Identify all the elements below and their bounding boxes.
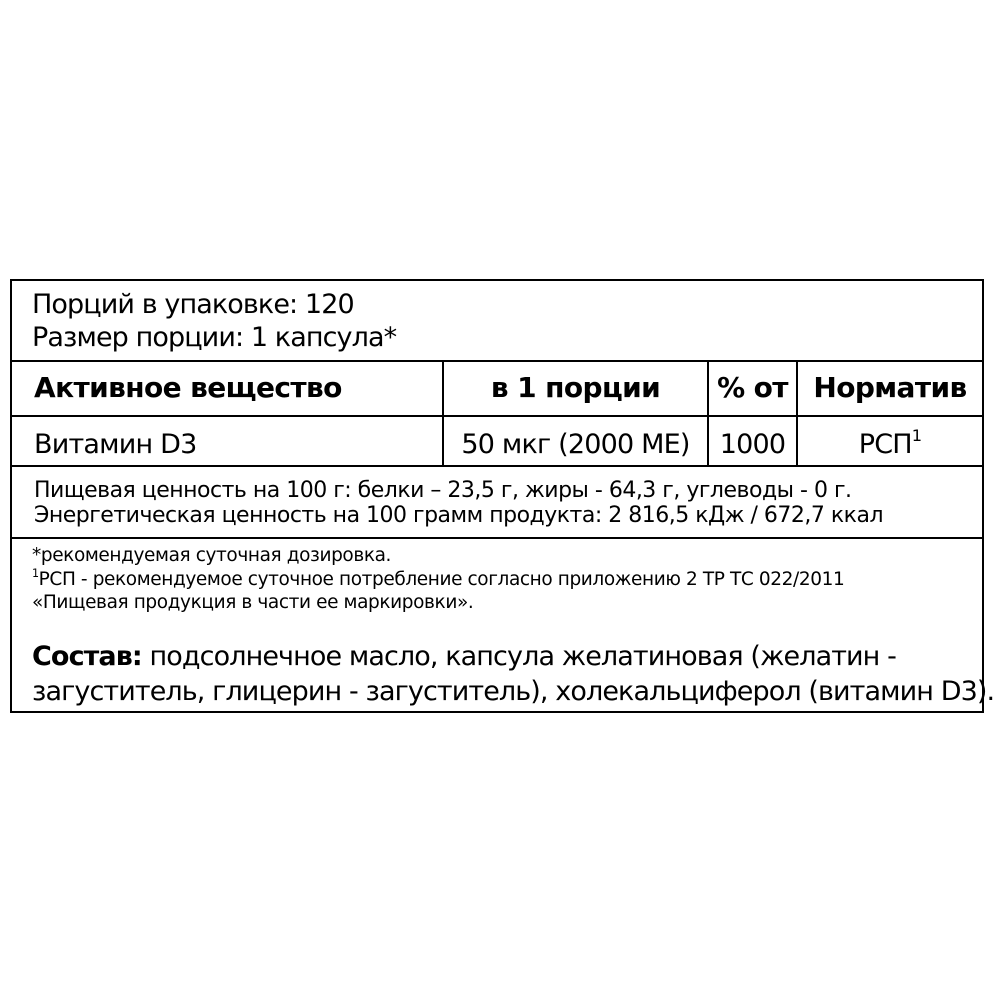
row-norm: РСП$^1$ bbox=[858, 426, 922, 460]
energy-value-line: Энергетическая ценность на 100 грамм продукта: 2 816,5 кДж / 672,7 ккал bbox=[34, 503, 884, 528]
composition-label: Состав: bbox=[32, 641, 142, 672]
portions-per-package: Порций в упаковке: 120 bbox=[32, 289, 354, 320]
header-percent: % от bbox=[717, 371, 788, 404]
header-per-serving: в 1 порции bbox=[490, 371, 661, 404]
serving-size: Размер порции: 1 капсула* bbox=[32, 322, 397, 353]
table-bottom-divider bbox=[12, 465, 982, 467]
nutrition-value-line: Пищевая ценность на 100 г: белки – 23,5 г, жиры - 64,3 г, углеводы - 0 г. bbox=[34, 478, 852, 503]
composition-line-2: загуститель, глицерин - загуститель), холекальциферол (витамин D3). bbox=[32, 676, 995, 707]
header-active-substance: Активное вещество bbox=[34, 371, 342, 404]
row-per-serving: 50 мкг (2000 МЕ) bbox=[461, 429, 690, 460]
supplement-facts-label bbox=[10, 279, 995, 713]
row-percent: 1000 bbox=[719, 429, 786, 460]
nutrition-divider bbox=[12, 537, 982, 539]
note-dosage: *рекомендуемая суточная дозировка. bbox=[32, 545, 392, 566]
composition-line-1: Состав: подсолнечное масло, капсула желатиновая (желатин - bbox=[32, 641, 896, 672]
table-top-divider bbox=[12, 360, 982, 362]
header-norm: Норматив bbox=[813, 371, 967, 404]
table-header-divider bbox=[12, 415, 982, 417]
note-rsp: $^1$РСП - рекомендуемое суточное потребление согласно приложению 2 ТР ТС 022/2011 bbox=[32, 567, 845, 590]
note-regulation: «Пищевая продукция в части ее маркировки». bbox=[32, 592, 474, 613]
row-substance: Витамин D3 bbox=[34, 429, 197, 460]
